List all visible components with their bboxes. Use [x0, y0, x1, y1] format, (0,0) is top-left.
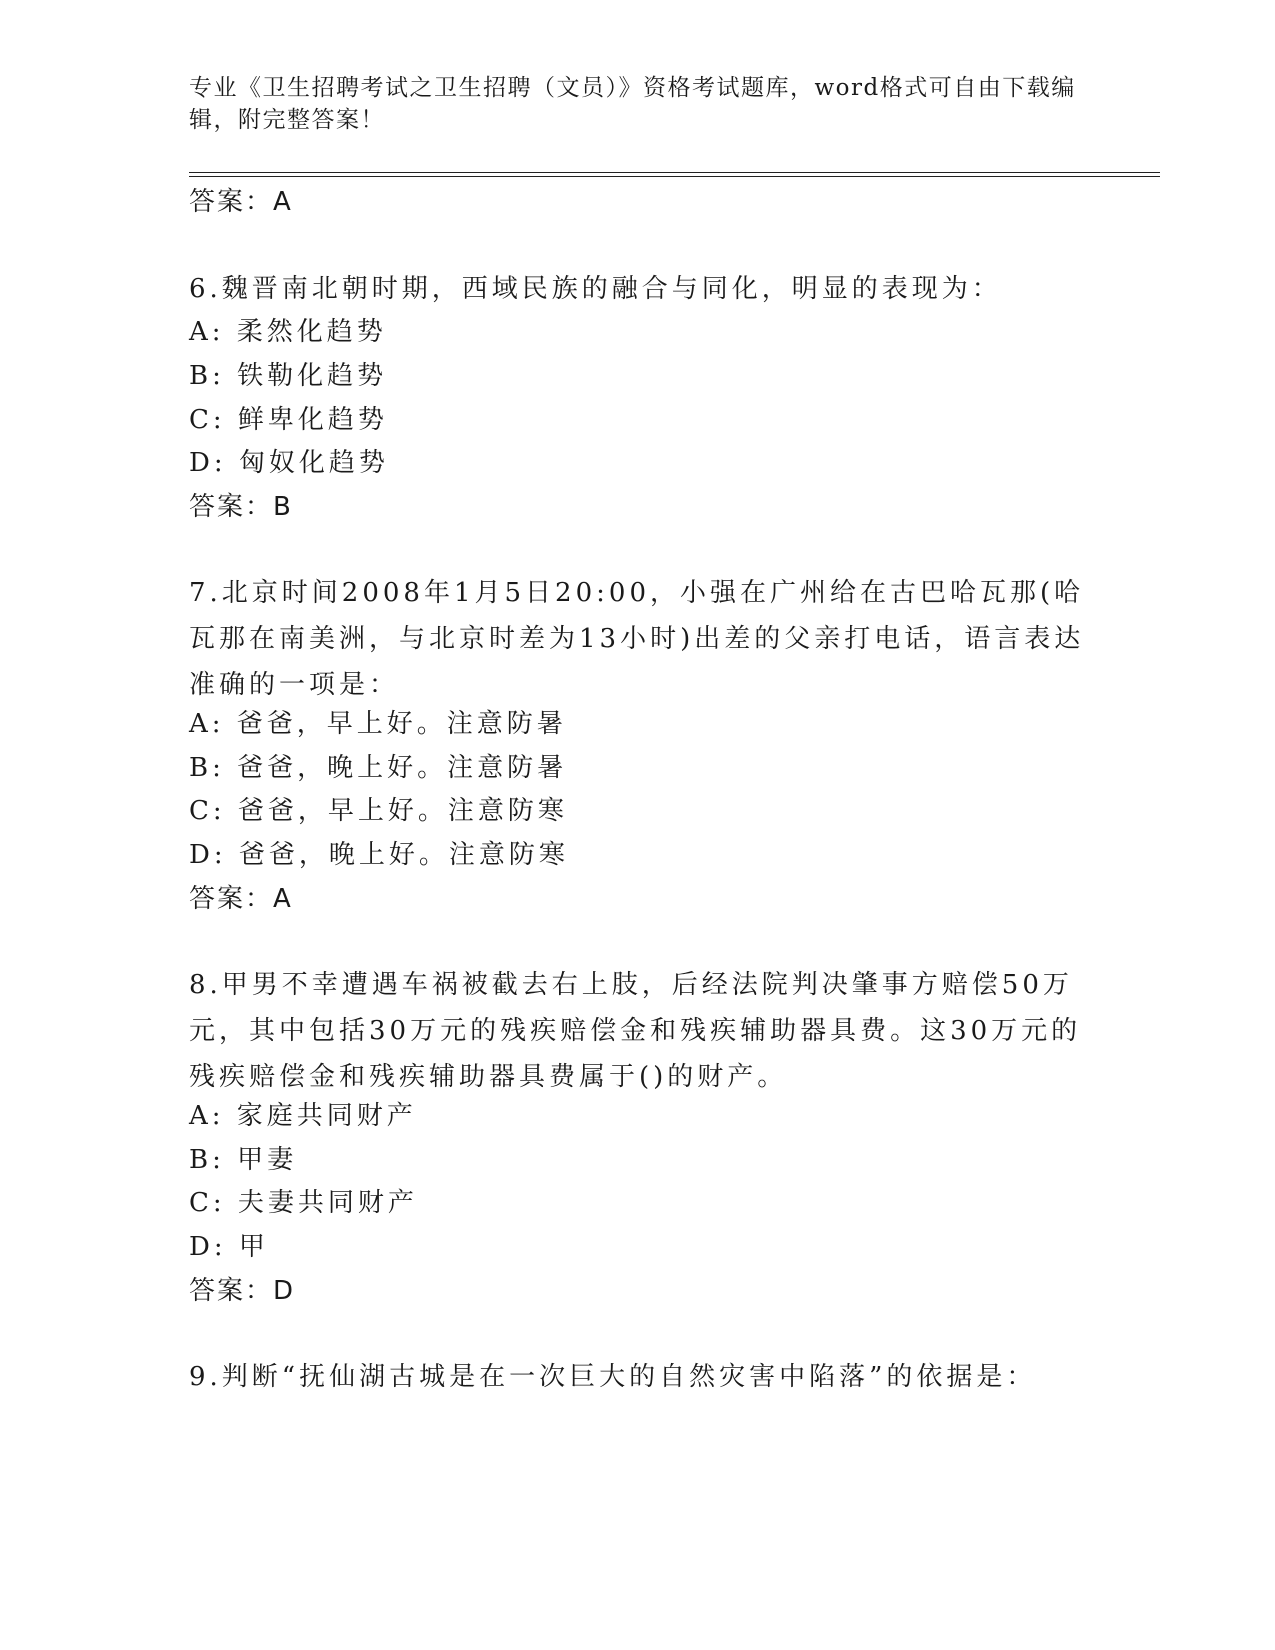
answer-label: 答案：D [189, 1276, 296, 1306]
option-b: B: 甲妻 [189, 1145, 298, 1175]
header-divider-top [189, 172, 1160, 173]
question-text: 6.魏晋南北朝时期，西域民族的融合与同化，明显的表现为： [189, 274, 1002, 304]
question-text: 9.判断“抚仙湖古城是在一次巨大的自然灾害中陷落”的依据是： [189, 1362, 1037, 1392]
option-d: D: 爸爸，晚上好。注意防寒 [189, 840, 569, 870]
option-a: A: 家庭共同财产 [189, 1101, 417, 1131]
answer-label: 答案：B [189, 492, 293, 522]
option-c: C: 鲜卑化趋势 [189, 405, 388, 435]
question-text: 8.甲男不幸遭遇车祸被截去右上肢，后经法院判决肇事方赔偿50万元，其中包括30万元的残疾赔偿金和残疾辅助器具费。这30万元的残疾赔偿金和残疾辅助器具费属于()的财产。 [189, 970, 1082, 1092]
header-divider-bottom [189, 176, 1160, 177]
answer-label: 答案：A [189, 187, 293, 217]
option-a: A: 爸爸，早上好。注意防暑 [189, 709, 567, 739]
option-d: D: 甲 [189, 1232, 269, 1262]
answer-label: 答案：A [189, 884, 293, 914]
option-c: C: 夫妻共同财产 [189, 1188, 418, 1218]
option-b: B: 爸爸，晚上好。注意防暑 [189, 753, 568, 783]
option-d: D: 匈奴化趋势 [189, 448, 389, 478]
option-b: B: 铁勒化趋势 [189, 361, 388, 391]
document-header: 专业《卫生招聘考试之卫生招聘（文员）》资格考试题库，word格式可自由下载编辑，附完整答案！ [189, 75, 1076, 133]
option-c: C: 爸爸，早上好。注意防寒 [189, 796, 568, 826]
option-a: A: 柔然化趋势 [189, 317, 387, 347]
question-text: 7.北京时间2008年1月5日20:00，小强在广州给在古巴哈瓦那(哈瓦那在南美洲，与北京时差为13小时)出差的父亲打电话，语言表达准确的一项是： [189, 578, 1085, 700]
